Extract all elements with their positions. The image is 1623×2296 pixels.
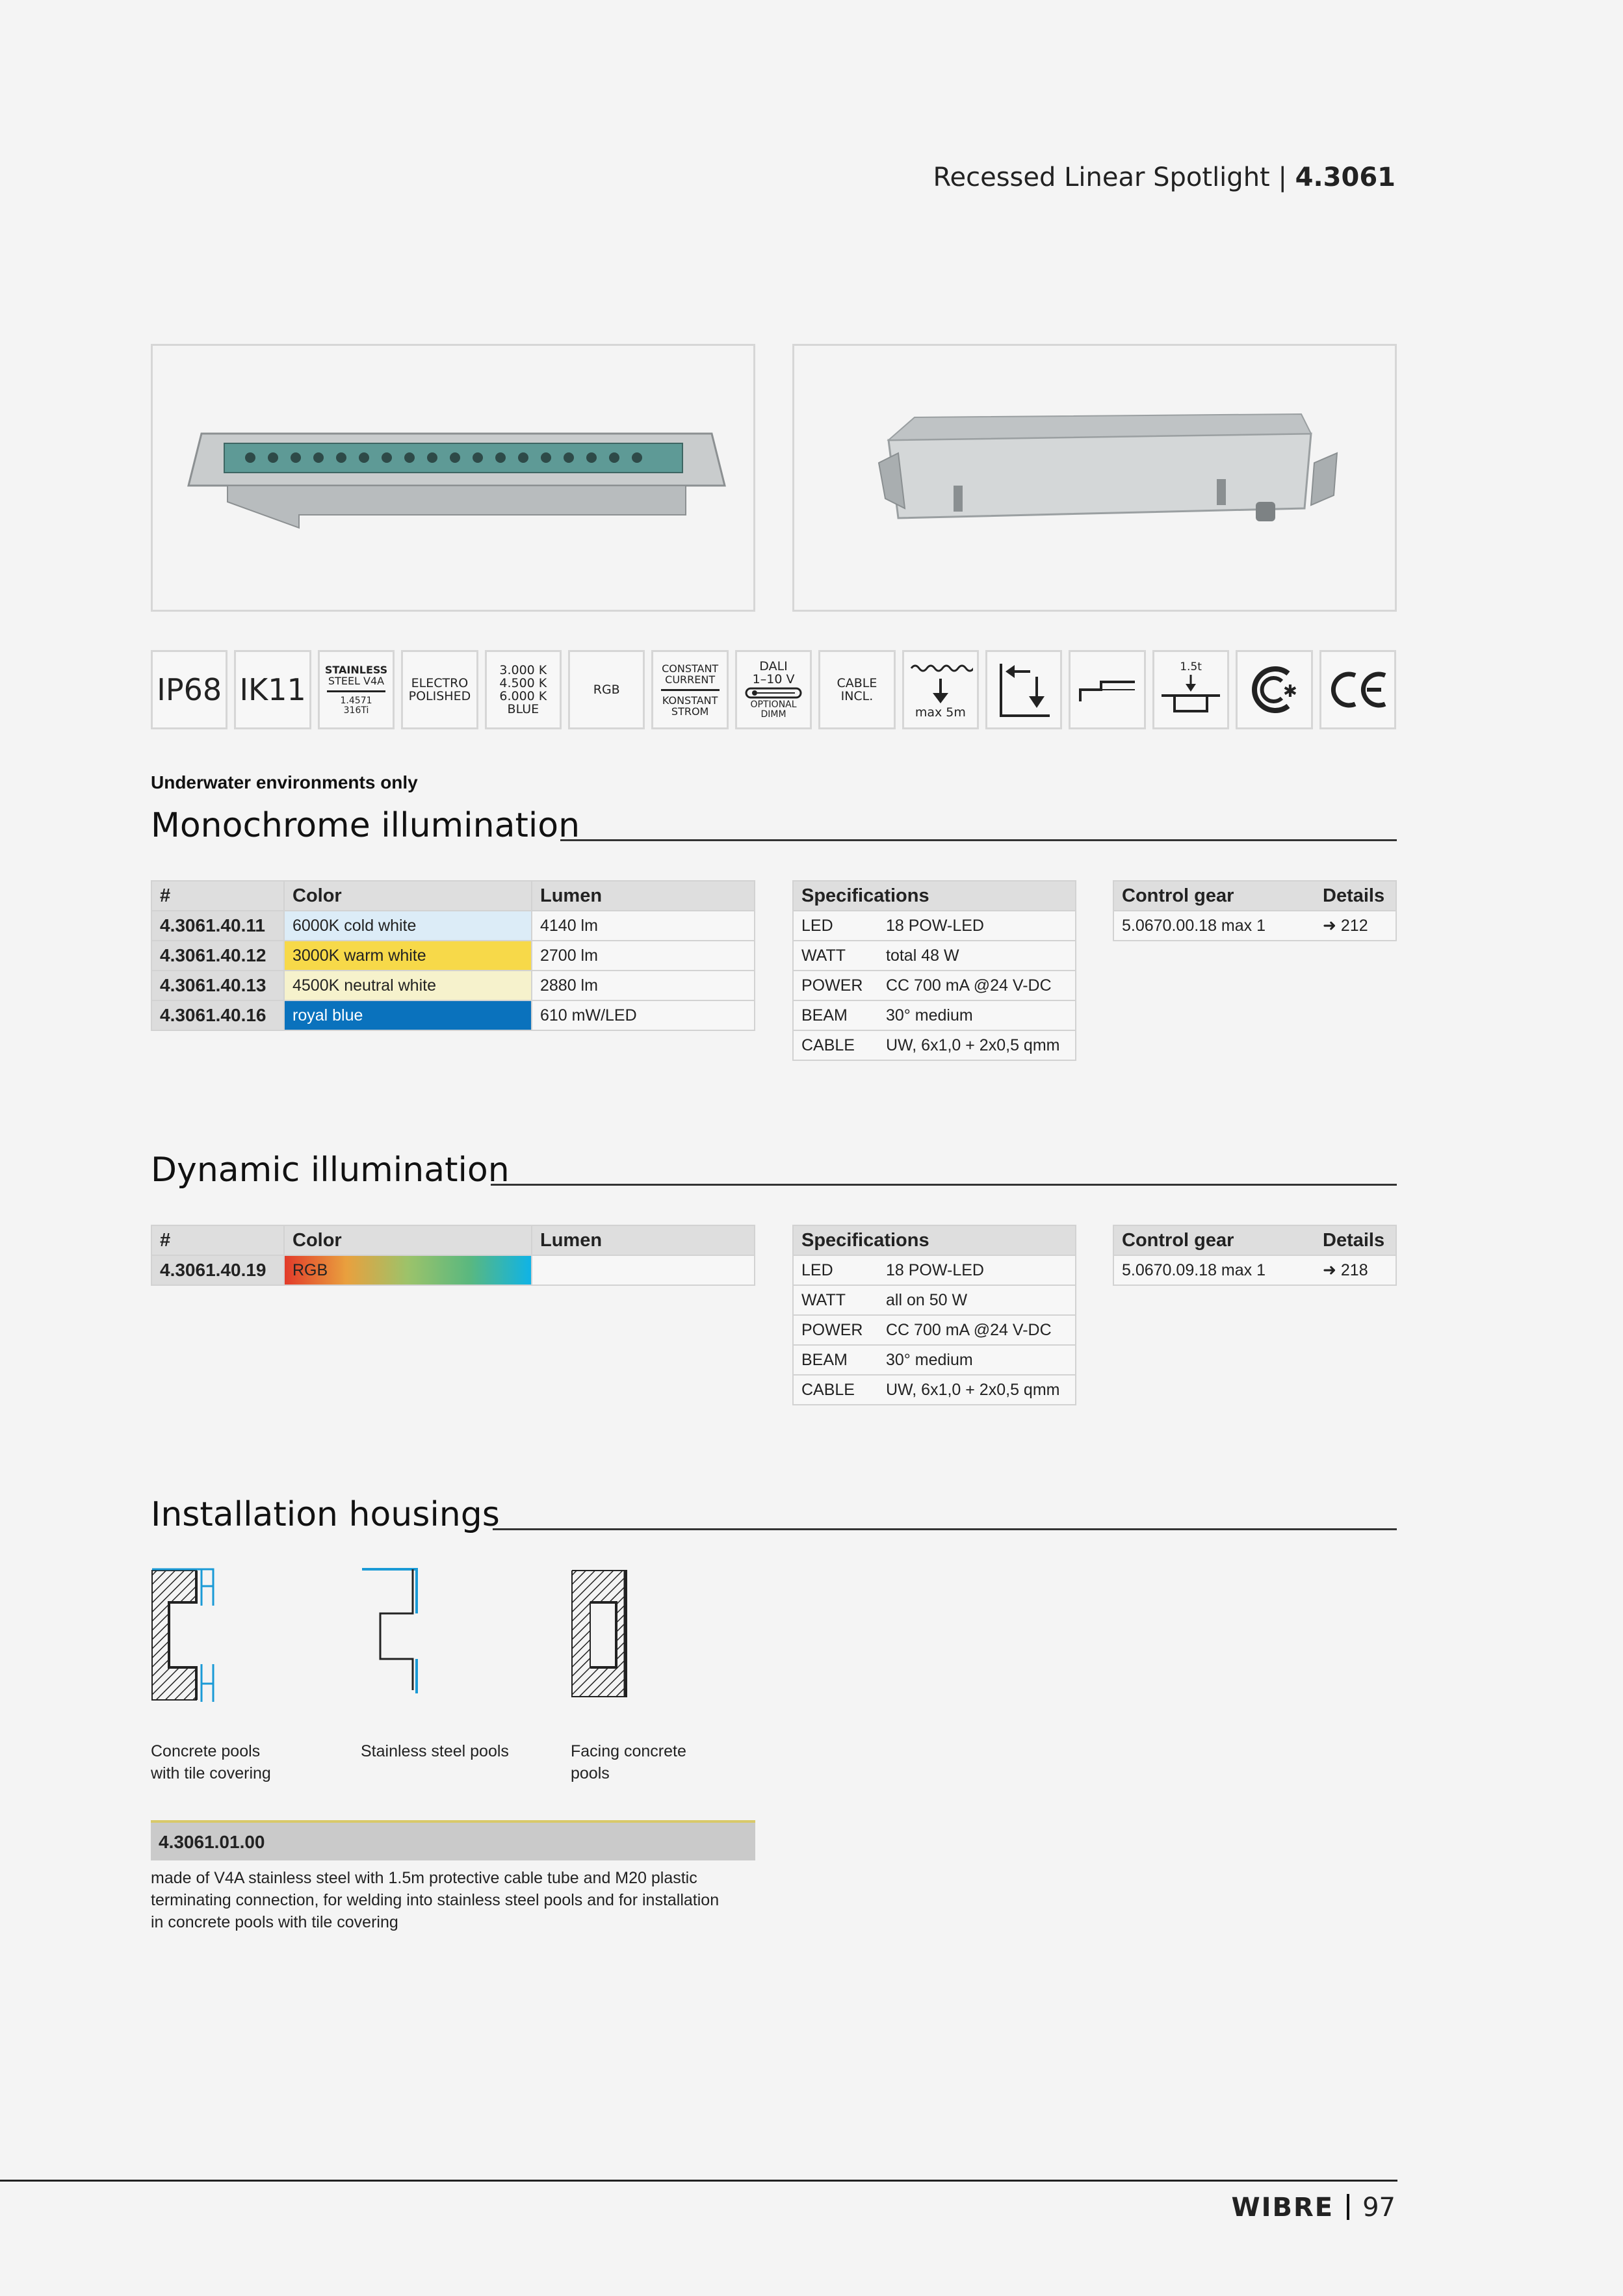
description-line: made of V4A stainless steel with 1.5m protective cable tube and M20 plastic: [151, 1869, 697, 1887]
constant-current-badge: [651, 650, 728, 729]
dali-4: DIMM: [760, 709, 786, 720]
stainless-steel-housing-icon: [361, 1567, 432, 1703]
color-cell: RGB: [284, 1255, 532, 1285]
load-icon: [1158, 673, 1223, 719]
temp-2: 4.500 K: [499, 676, 547, 690]
cc-4: STROM: [671, 705, 709, 718]
housing-image: [794, 346, 1395, 610]
divider: [327, 690, 385, 692]
spotlight-image: [153, 346, 753, 610]
electro-1: ELECTRO: [411, 676, 469, 690]
depth-text: max 5m: [915, 705, 966, 720]
brand-logo: WIBRE: [1231, 2193, 1334, 2223]
spec-value: 30° medium: [878, 1000, 1076, 1030]
color-cell: 6000K cold white: [284, 911, 532, 941]
table-header-row: [793, 881, 1076, 911]
installation-direction-badge: [985, 650, 1062, 729]
cc-3: KONSTANT: [662, 694, 718, 707]
housing-code: 4.3061.01.00: [159, 1832, 265, 1852]
housing-label-line: pools: [571, 1764, 610, 1782]
rgb-badge: [568, 650, 645, 729]
housing-label-facing: [571, 1740, 686, 1784]
col-color: Color: [284, 881, 532, 911]
temp-3: 6.000 K: [499, 689, 547, 703]
ce-icon: [1325, 664, 1390, 716]
monochrome-product-table: [151, 880, 755, 1031]
load-rating-badge: [1152, 650, 1229, 729]
lumen-cell: 4140 lm: [532, 911, 755, 941]
col-details: Details: [1315, 1225, 1396, 1255]
table-row: [151, 971, 755, 1000]
spec-row: [793, 1000, 1076, 1030]
table-row: [1113, 1255, 1396, 1285]
dali-dimming-badge: [735, 650, 812, 729]
section-title-dynamic: Dynamic illumination: [151, 1151, 510, 1190]
cable-1: CABLE: [837, 676, 877, 690]
section-divider: [493, 1528, 1397, 1530]
cc-2: CURRENT: [665, 673, 716, 686]
table-header-row: [151, 1225, 755, 1255]
col-lumen: Lumen: [532, 881, 755, 911]
spec-label: LED: [793, 1255, 878, 1285]
spec-value: 18 POW-LED: [878, 1255, 1076, 1285]
spec-row: [793, 1285, 1076, 1315]
col-control-gear: Control gear: [1113, 881, 1315, 911]
cable-included-badge: [818, 650, 895, 729]
electro-2: POLISHED: [408, 689, 471, 703]
certification-badge: [1236, 650, 1312, 729]
product-code: 4.3061.40.13: [151, 971, 284, 1000]
steel-mid: STEEL V4A: [328, 674, 385, 687]
section-divider: [491, 1184, 1397, 1186]
title-code: 4.3061: [1295, 163, 1396, 192]
page-title: [933, 163, 1396, 192]
dynamic-control-table: [1113, 1225, 1397, 1286]
spec-label: CABLE: [793, 1375, 878, 1405]
housing-label-concrete: [151, 1740, 271, 1784]
dali-1: DALI: [759, 659, 788, 673]
table-header-row: [151, 881, 755, 911]
spec-label: WATT: [793, 1285, 878, 1315]
color-cell: 3000K warm white: [284, 941, 532, 971]
housing-label-stainless: [361, 1740, 509, 1762]
flush-mount-icon: [1075, 670, 1140, 709]
divider: [661, 689, 720, 691]
spec-value: total 48 W: [878, 941, 1076, 971]
spec-value: UW, 6x1,0 + 2x0,5 qmm: [878, 1030, 1076, 1060]
dynamic-specs-table: [792, 1225, 1076, 1405]
monochrome-specs-table: [792, 880, 1076, 1061]
description-line: terminating connection, for welding into stainless steel pools and for installation: [151, 1891, 720, 1909]
housing-code-bar: [151, 1820, 755, 1860]
water-depth-badge: [902, 650, 979, 729]
section-divider: [560, 839, 1397, 841]
rgb-text: RGB: [593, 683, 620, 697]
spec-label: POWER: [793, 971, 878, 1000]
section-title-monochrome: Monochrome illumination: [151, 806, 580, 845]
page-footer: [1231, 2193, 1396, 2223]
product-photo-front: [151, 344, 755, 612]
specs-header: Specifications: [793, 881, 1076, 911]
svg-text:✱: ✱: [1283, 682, 1298, 701]
electro-polished-badge: [401, 650, 478, 729]
spec-row: [793, 1030, 1076, 1060]
product-code: 4.3061.40.11: [151, 911, 284, 941]
details-page-link[interactable]: ➜ 218: [1315, 1255, 1396, 1285]
stainless-steel-badge: [318, 650, 395, 729]
steel-sub2: 316Ti: [343, 705, 369, 716]
ik-text: IK11: [239, 672, 306, 707]
spec-label: LED: [793, 911, 878, 941]
housing-description: [151, 1867, 801, 1933]
page-number: 97: [1362, 2193, 1396, 2223]
temp-4: BLUE: [507, 702, 539, 716]
underwater-note: Underwater environments only: [151, 772, 418, 792]
table-header-row: [1113, 1225, 1396, 1255]
spec-label: BEAM: [793, 1000, 878, 1030]
dimmer-slider-icon: [744, 686, 803, 700]
product-code: 4.3061.40.12: [151, 941, 284, 971]
dali-3: OPTIONAL: [750, 699, 797, 710]
control-gear-code: 5.0670.09.18 max 1: [1113, 1255, 1315, 1285]
control-gear-code: 5.0670.00.18 max 1: [1113, 911, 1315, 941]
product-code: 4.3061.40.19: [151, 1255, 284, 1285]
water-depth-icon: [908, 660, 973, 706]
color-cell: royal blue: [284, 1000, 532, 1030]
footer-separator: [1347, 2194, 1349, 2220]
spec-row: [793, 1375, 1076, 1405]
table-row: [151, 941, 755, 971]
spec-value: UW, 6x1,0 + 2x0,5 qmm: [878, 1375, 1076, 1405]
spec-value: CC 700 mA @24 V-DC: [878, 971, 1076, 1000]
concrete-tile-housing-icon: [151, 1567, 222, 1703]
spec-label: BEAM: [793, 1345, 878, 1375]
steel-sub1: 1.4571: [340, 695, 372, 706]
table-header-row: [793, 1225, 1076, 1255]
ip-rating-badge: [151, 650, 227, 729]
steel-top: STAINLESS: [324, 663, 388, 676]
dali-2: 1–10 V: [752, 672, 795, 686]
col-lumen: Lumen: [532, 1225, 755, 1255]
dynamic-product-table: [151, 1225, 755, 1286]
spec-row: [793, 1315, 1076, 1345]
spec-row: [793, 911, 1076, 941]
spec-value: 30° medium: [878, 1345, 1076, 1375]
ip-text: IP68: [157, 672, 222, 707]
facing-concrete-housing-icon: [571, 1567, 642, 1703]
col-color: Color: [284, 1225, 532, 1255]
housing-label-line: with tile covering: [151, 1764, 271, 1782]
col-details: Details: [1315, 881, 1396, 911]
spec-label: WATT: [793, 941, 878, 971]
housing-label-line: Concrete pools: [151, 1742, 261, 1760]
table-row: [151, 1000, 755, 1030]
spec-row: [793, 941, 1076, 971]
description-line: in concrete pools with tile covering: [151, 1913, 398, 1931]
title-text: Recessed Linear Spotlight |: [933, 163, 1287, 192]
spec-value: CC 700 mA @24 V-DC: [878, 1315, 1076, 1345]
col-code: #: [151, 881, 284, 911]
cc-1: CONSTANT: [662, 662, 719, 675]
table-header-row: [1113, 881, 1396, 911]
lumen-cell: [532, 1255, 755, 1285]
table-row: [1113, 911, 1396, 941]
spec-value: 18 POW-LED: [878, 911, 1076, 941]
product-photo-housing: [792, 344, 1397, 612]
table-row: [151, 1255, 755, 1285]
temp-1: 3.000 K: [499, 663, 547, 677]
footer-divider: [0, 2180, 1397, 2182]
load-text: 1.5t: [1180, 660, 1202, 673]
color-temperature-badge: [485, 650, 562, 729]
ik-rating-badge: [234, 650, 311, 729]
lumen-cell: 2880 lm: [532, 971, 755, 1000]
monochrome-control-table: [1113, 880, 1397, 941]
product-code: 4.3061.40.16: [151, 1000, 284, 1030]
mounting-arrows-icon: [991, 657, 1056, 722]
spec-row: [793, 1345, 1076, 1375]
spec-value: all on 50 W: [878, 1285, 1076, 1315]
lumen-cell: 2700 lm: [532, 941, 755, 971]
flush-mount-badge: [1069, 650, 1145, 729]
ce-badge: [1319, 650, 1396, 729]
spec-row: [793, 971, 1076, 1000]
col-code: #: [151, 1225, 284, 1255]
housing-label-line: Facing concrete: [571, 1742, 686, 1760]
spec-row: [793, 1255, 1076, 1285]
housing-label-line: Stainless steel pools: [361, 1742, 509, 1760]
specs-header: Specifications: [793, 1225, 1076, 1255]
col-control-gear: Control gear: [1113, 1225, 1315, 1255]
color-cell: 4500K neutral white: [284, 971, 532, 1000]
cable-2: INCL.: [840, 689, 874, 703]
feature-icons: [151, 650, 1396, 731]
spec-label: CABLE: [793, 1030, 878, 1060]
spec-label: POWER: [793, 1315, 878, 1345]
table-row: [151, 911, 755, 941]
details-page-link[interactable]: ➜ 212: [1315, 911, 1396, 941]
section-title-housings: Installation housings: [151, 1495, 500, 1534]
lumen-cell: 610 mW/LED: [532, 1000, 755, 1030]
c-mark-icon: [1241, 660, 1306, 719]
